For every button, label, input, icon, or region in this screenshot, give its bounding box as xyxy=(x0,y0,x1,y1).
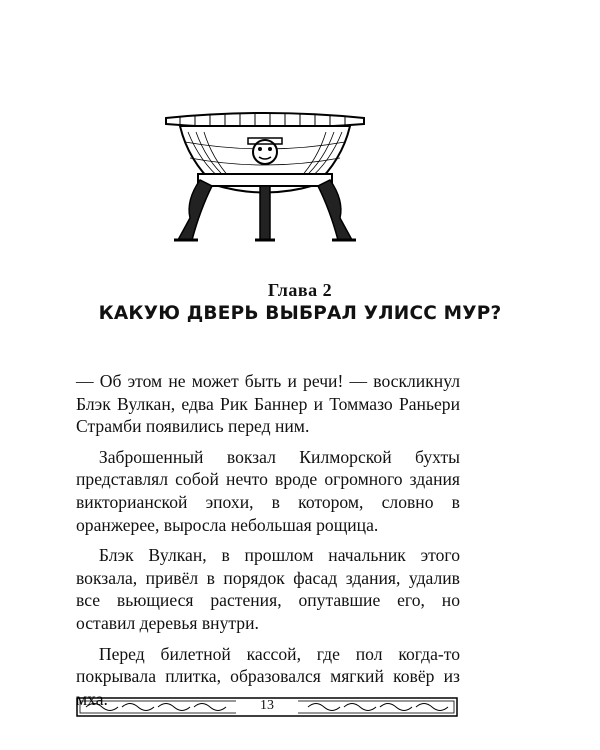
body-text xyxy=(76,370,460,718)
paragraph: Блэк Вулкан, в прошлом начальник этого вокзала, привёл в порядок фасад здания, удалив все вьющиеся растения, опутавшие его, но оставил деревья внутри. xyxy=(76,545,460,633)
paragraph: — Об этом не может быть и речи! — воскликнул Блэк Вулкан, едва Рик Баннер и Томмазо Раньери Страмби появились перед ним. xyxy=(76,371,460,437)
paragraph: Заброшенный вокзал Килморской бухты представлял собой нечто вроде огромного здания викторианской эпохи, в котором, словно в оранжерее, выросла небольшая рощица. xyxy=(76,446,460,535)
chapter-title: КАКУЮ ДВЕРЬ ВЫБРАЛ УЛИСС МУР? xyxy=(98,303,502,324)
cauldron-icon xyxy=(160,100,370,250)
chapter-number: Глава 2 xyxy=(267,280,333,300)
footer-ornament xyxy=(76,696,458,718)
page-number: 13 xyxy=(260,698,274,713)
paragraph: Перед билетной кассой, где пол когда-то покрывала плитка, образовался мягкий ковёр из мха. xyxy=(76,643,460,709)
